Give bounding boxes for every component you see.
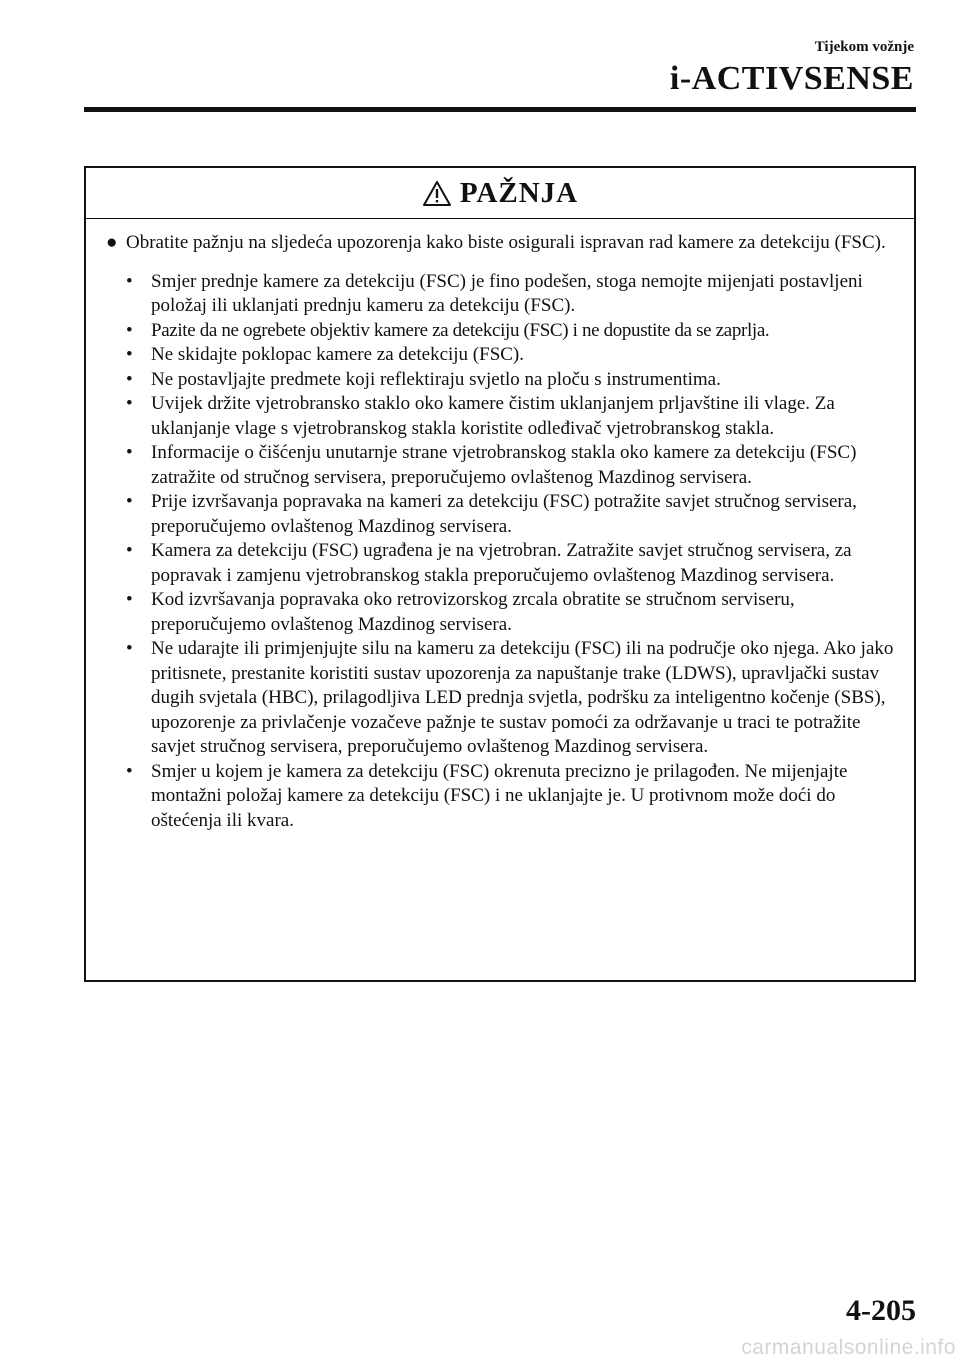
list-item: • Ne udarajte ili primjenjujte silu na kameru za detekciju (FSC) ili na područje oko njega. Ako jako pritisnete, prestanite koristiti sustav upozorenja za napuštanje trake (LDWS), upravljački sustav dugih svjetala (HBC), prilagodljiva LED prednja svjetla, podršku za inteligentno kočenje (SBS), upozorenje za privlačenje vozačeve pažnje te sustav pomoći za održavanje u traci te potražite savjet stručnog servisera, preporučujemo ovlaštenog Mazdinog servisera.	[126, 638, 894, 757]
sub-bullet-icon: •	[126, 760, 133, 782]
sub-bullet-icon: •	[126, 393, 133, 414]
caution-body	[86, 219, 914, 833]
caution-box	[84, 166, 916, 982]
list-item: • Pazite da ne ogrebete objektiv kamere za detekciju (FSC) i ne dopustite da se zaprlja.	[106, 319, 898, 344]
warning-triangle-icon	[422, 180, 452, 207]
sub-bullet-icon: •	[126, 491, 133, 512]
list-item: • Informacije o čišćenju unutarnje strane vjetrobranskog stakla oko kamere za detekciju (FSC) zatražite od stručnog servisera, preporučujemo ovlaštenog Mazdinog servisera.	[126, 442, 857, 488]
list-item: • Ne postavljajte predmete koji reflektiraju svjetlo na ploču s instrumentima.	[106, 368, 898, 393]
list-item: • Smjer u kojem je kamera za detekciju (FSC) okrenuta precizno je prilagođen. Ne mijenjajte montažni položaj kamere za detekciju (FSC) i ne uklanjajte je. U protivnom može doći do oštećenja ili kvara.	[126, 760, 848, 831]
sub-bullet-icon: •	[126, 319, 133, 341]
sub-bullet-icon: •	[126, 442, 133, 463]
list-item: • Prije izvršavanja popravaka na kameri za detekciju (FSC) potražite savjet stručnog servisera, preporučujemo ovlaštenog Mazdinog servisera.	[126, 491, 857, 537]
sub-bullet-icon: •	[126, 589, 133, 610]
main-item-text: Obratite pažnju na sljedeća upozorenja kako biste osigurali ispravan rad kamere za detekciju (FSC).	[126, 232, 886, 253]
sub-bullet-icon: •	[126, 368, 133, 390]
main-bullet-icon: ●	[106, 232, 118, 253]
page-header	[670, 38, 914, 98]
chapter-title: i-ACTIVSENSE	[669, 60, 914, 97]
list-item: • Smjer prednje kamere za detekciju (FSC) je fino podešen, stoga nemojte mijenjati postavljeni položaj ili uklanjati prednju kameru za detekciju (FSC).	[126, 270, 863, 316]
sub-bullet-icon: •	[126, 540, 133, 561]
watermark: carmanualsonline.info	[741, 1336, 956, 1359]
main-bullet-item	[106, 231, 898, 256]
caution-title: PAŽNJA	[459, 176, 579, 209]
sub-bullet-icon: •	[126, 638, 133, 659]
caution-header	[86, 168, 914, 219]
list-item: • Uvijek držite vjetrobransko staklo oko kamere čistim uklanjanjem prljavštine ili vlage. Za uklanjanje vlage s vjetrobranskog stakla koristite odleđivač vjetrobranskog stakla.	[126, 393, 835, 439]
sub-bullet-icon: •	[126, 270, 133, 292]
section-label: Tijekom vožnje	[814, 39, 914, 55]
list-item: • Kamera za detekciju (FSC) ugrađena je na vjetrobran. Zatražite savjet stručnog servisera, za popravak i zamjenu vjetrobranskog stakla preporučujemo ovlaštenog Mazdinog servisera.	[126, 540, 852, 586]
sub-bullet-icon: •	[126, 344, 133, 365]
header-rule	[84, 107, 916, 112]
list-item: • Kod izvršavanja popravaka oko retrovizorskog zrcala obratite se stručnom serviseru, preporučujemo ovlaštenog Mazdinog servisera.	[126, 589, 795, 635]
page-number: 4-205	[846, 1294, 916, 1327]
caution-list	[106, 270, 898, 834]
list-item: • Ne skidajte poklopac kamere za detekciju (FSC).	[106, 343, 898, 368]
